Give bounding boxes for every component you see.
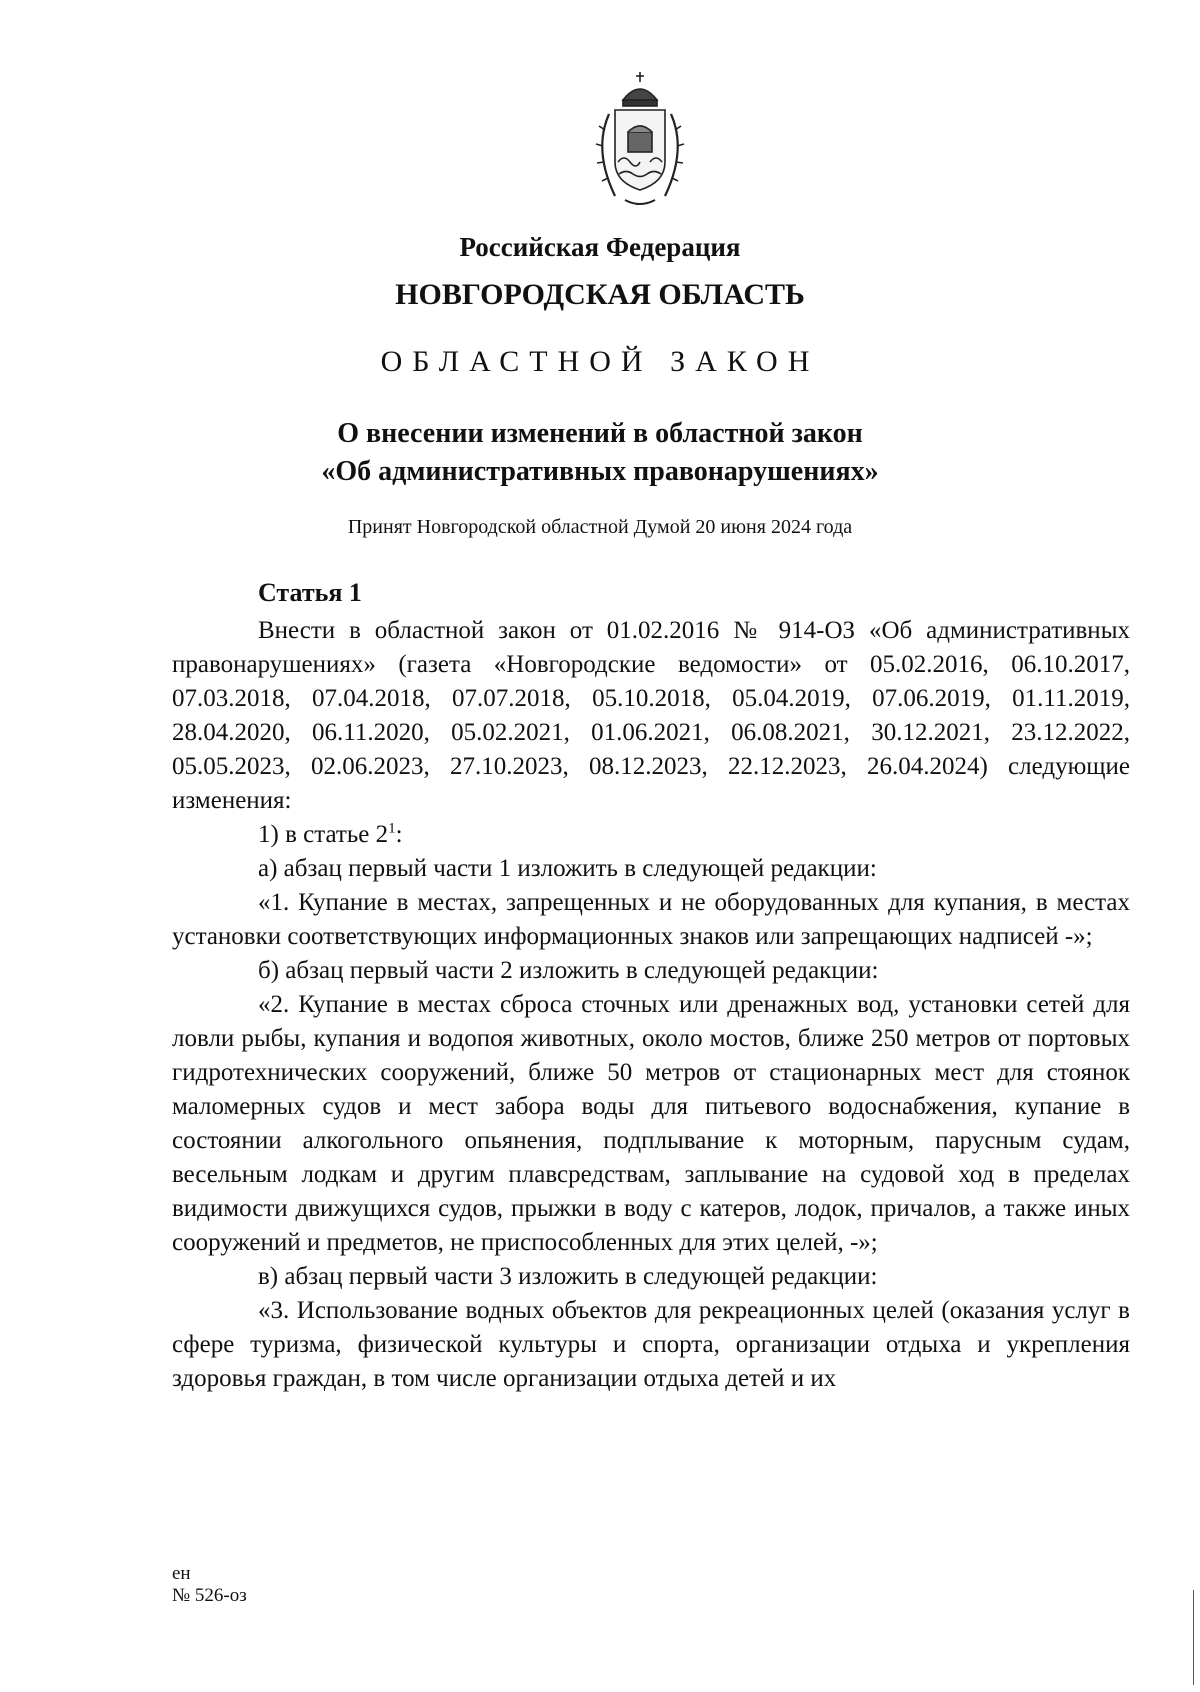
article-body: [172, 614, 1130, 1396]
document-title: [0, 415, 1200, 491]
footer-number: № 526-оз: [172, 1585, 247, 1606]
item-1-superscript: 1: [388, 820, 396, 837]
item-1: [172, 818, 1130, 852]
subitem-b: б) абзац первый части 2 изложить в следующей редакции:: [258, 957, 879, 984]
document-type: ОБЛАСТНОЙ ЗАКОН: [380, 345, 820, 378]
title-line-2: «Об административных правонарушениях»: [321, 456, 879, 487]
item-1-colon: :: [395, 821, 403, 848]
country-name: Российская Федерация: [459, 232, 741, 262]
subitem-a-text: «1. Купание в местах, запрещенных и не оборудованных для купания, в местах установки соответствующих информационных знаков или запрещающих надписей -»;: [172, 889, 1130, 950]
scan-edge-line: [1193, 1590, 1194, 1685]
article-heading: Статья 1: [258, 578, 362, 607]
coat-of-arms-emblem: [585, 70, 695, 210]
footer-initials: ен: [172, 1563, 191, 1584]
title-line-1: О внесении изменений в областной закон: [337, 418, 863, 449]
region-name: НОВГОРОДСКАЯ ОБЛАСТЬ: [395, 278, 805, 311]
subitem-c-text: «3. Использование водных объектов для рекреационных целей (оказания услуг в сфере туризма, физической культуры и спорта, организации отдыха и укрепления здоровья граждан, в том числе организации отдыха детей и их: [172, 1297, 1130, 1392]
adoption-note: Принят Новгородской областной Думой 20 июня 2024 года: [347, 516, 853, 538]
subitem-b-text: «2. Купание в местах сброса сточных или дренажных вод, установки сетей для ловли рыбы, купания и водопоя животных, около мостов, ближе 250 метров от портовых гидротехнических сооружений, ближе 50 метров от стационарных мест для стоянок маломерных судов и мест забора воды для питьевого водоснабжения, купание в состоянии алкогольного опьянения, подплывание к моторным, парусным судам, весельным лодкам и другим плавсредствам, заплывание на судовой ход в пределах видимости движущихся судов, прыжки в воду с катеров, лодок, причалов, а также иных сооружений и предметов, не приспособленных для этих целей, -»;: [172, 991, 1130, 1256]
subitem-c: в) абзац первый части 3 изложить в следующей редакции:: [258, 1263, 878, 1290]
article-intro: Внести в областной закон от 01.02.2016 № 914-ОЗ «Об административных правонарушениях» (газета «Новгородские ведомости» от 05.02.2016, 06.10.2017, 07.03.2018, 07.04.2018, 07.07.2018, 05.10.2018, 05.04.2019, 07.06.2019, 01.11.2019, 28.04.2020, 06.11.2020, 05.02.2021, 01.06.2021, 06.08.2021, 30.12.2021, 23.12.2022, 05.05.2023, 02.06.2023, 27.10.2023, 08.12.2023, 22.12.2023, 26.04.2024) следующие изменения:: [172, 617, 1130, 814]
item-1-text: 1) в статье 2: [258, 821, 389, 848]
subitem-a: а) абзац первый части 1 изложить в следующей редакции:: [258, 855, 877, 882]
footer-reference: [172, 1563, 247, 1607]
